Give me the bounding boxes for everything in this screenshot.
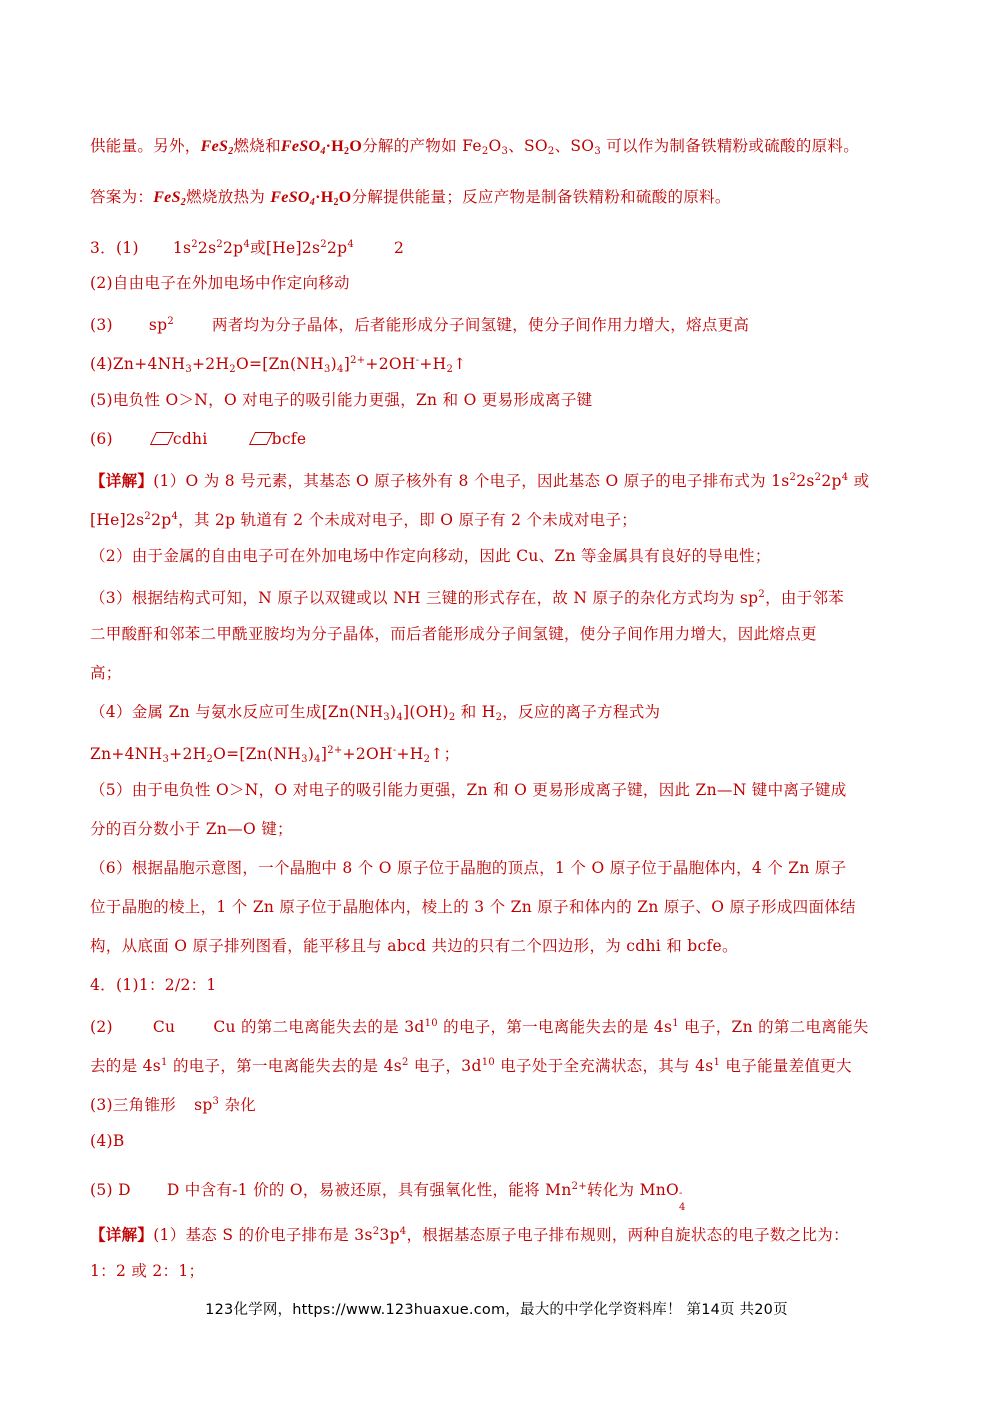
formula-h2o: $\cdot H_2O$ (315, 189, 352, 208)
formula-fes2: FeS$_2$ (153, 189, 187, 208)
explanation-line: 【详解】(1）O 为 8 号元素，其基态 O 原子核外有 8 个电子，因此基态 O 原子的电子排布式为 $1s^22s^22p^4$ 或 (90, 472, 870, 490)
answer-4-3: (3)三角锥形 $sp^3$ 杂化 (90, 1096, 257, 1114)
formula-feso4: FeSO$_4$ (270, 189, 316, 208)
answer-3-6: (6) cdhi bcfe (90, 430, 307, 448)
explanation-line: 1：2 或 2：1； (90, 1262, 205, 1280)
answer-3-1: 3．(1) $1s^22s^22p^4$或$[He]2s^22p^4$ 2 (90, 239, 405, 257)
explanation-line: 分的百分数小于 Zn—O 键； (90, 820, 293, 838)
explanation-line: （4）金属 Zn 与氨水反应可生成$[Zn(NH_3)_4](OH)_2$ 和 $H_2$，反应的离子方程式为 (90, 703, 661, 723)
answer-4-2: (2) Cu Cu 的第二电离能失去的是 $3d^{10}$ 的电子，第一电离能失去的是 $4s^1$ 电子，Zn 的第二电离能失 (90, 1018, 869, 1036)
text: 答案为： (90, 188, 154, 206)
answer-4-5: (5) D D 中含有-1 价的 O，易被还原，具有强氧化性，能将 $Mn^{2+}$转化为 MnO - 4 (90, 1181, 686, 1213)
formula-h2o: $\cdot H_2O$ (325, 138, 363, 157)
text: 燃烧和 (233, 137, 281, 155)
answer-3-4: $(4)Zn+4NH_3+2H_2O=[Zn(NH_3)_4]^{2+}+2OH^-+H_2↑$ (90, 355, 467, 375)
answer-4-1: 4．(1)1：2/2：1 (90, 976, 217, 994)
paragraph-line: 供能量。另外，FeS$_2$燃烧和$FeSO_4\cdot H_2O$分解的产物如 $Fe_2O_3$、$SO_2$、$SO_3$ 可以作为制备铁精粉或硫酸的原料。 (90, 137, 860, 157)
explanation-line: 构，从底面 O 原子排列图看，能平移且与 abcd 共边的只有二个四边形，为 cdhi 和 bcfe。 (90, 937, 738, 955)
explanation-line: $[He]2s^22p^4$，其 2p 轨道有 2 个未成对电子，即 O 原子有 2 个未成对电子； (90, 511, 638, 529)
text: 分解的产物如 Fe (362, 137, 482, 155)
formula-fes2: FeS$_2$ (200, 138, 234, 157)
text: 可以作为制备铁精粉或硫酸的原料。 (601, 137, 860, 155)
explanation-line: 位于晶胞的棱上，1 个 Zn 原子位于晶胞体内，棱上的 3 个 Zn 原子和体内的 Zn 原子、O 原子形成四面体结 (90, 898, 856, 916)
answer-4-2-cont: 去的是 $4s^1$ 的电子，第一电离能失去的是 $4s^2$ 电子，$3d^{10}$ 电子处于全充满状态，其与 $4s^1$ 电子能量差值更大 (90, 1057, 852, 1075)
text: 分解提供能量；反应产物是制备铁精粉和硫酸的原料。 (351, 188, 731, 206)
explanation-line: （5）由于电负性 O＞N，O 对电子的吸引能力更强，Zn 和 O 更易形成离子键，因此 Zn—N 键中离子键成 (90, 781, 847, 799)
text: 供能量。另外， (90, 137, 201, 155)
parallelogram-icon (150, 432, 174, 445)
answer-3-3: (3) $sp^2$ 两者均为分子晶体，后者能形成分子间氢键，使分子间作用力增大，熔点更高 (90, 316, 750, 334)
formula-feso4: FeSO$_4$ (280, 138, 326, 157)
explanation-line: （3）根据结构式可知，N 原子以双键或以 NH 三键的形式存在，故 N 原子的杂化方式均为 $sp^2$，由于邻苯 (90, 589, 845, 607)
answer-line (90, 186, 911, 214)
explanation-line: 【详解】(1）基态 S 的价电子排布是 $3s^23p^4$，根据基态原子电子排布规则，两种自旋状态的电子数之比为： (90, 1226, 849, 1244)
answer-4-4: (4)B (90, 1132, 125, 1150)
answer-3-2: (2)自由电子在外加电场中作定向移动 (90, 274, 350, 292)
text: 燃烧放热为 (186, 188, 271, 206)
explanation-line: 高； (90, 664, 122, 682)
answer-3-5: (5)电负性 O＞N，O 对电子的吸引能力更强，Zn 和 O 更易形成离子键 (90, 391, 593, 409)
explanation-line: （6）根据晶胞示意图，一个晶胞中 8 个 O 原子位于晶胞的顶点，1 个 O 原子位于晶胞体内，4 个 Zn 原子 (90, 859, 847, 877)
explanation-line: 二甲酸酐和邻苯二甲酰亚胺均为分子晶体，而后者能形成分子间氢键，使分子间作用力增大，因此熔点更 (90, 625, 817, 643)
page-footer: 123化学网，https://www.123huaxue.com，最大的中学化学资料库！ 第14页 共20页 (205, 1302, 788, 1318)
parallelogram-icon (249, 432, 273, 445)
explanation-line: （2）由于金属的自由电子可在外加电场中作定向移动，因此 Cu、Zn 等金属具有良好的导电性； (90, 547, 771, 565)
explanation-line: $Zn+4NH_3+2H_2O=[Zn(NH_3)_4]^{2+}+2OH^-+H_2↑$； (90, 745, 460, 765)
